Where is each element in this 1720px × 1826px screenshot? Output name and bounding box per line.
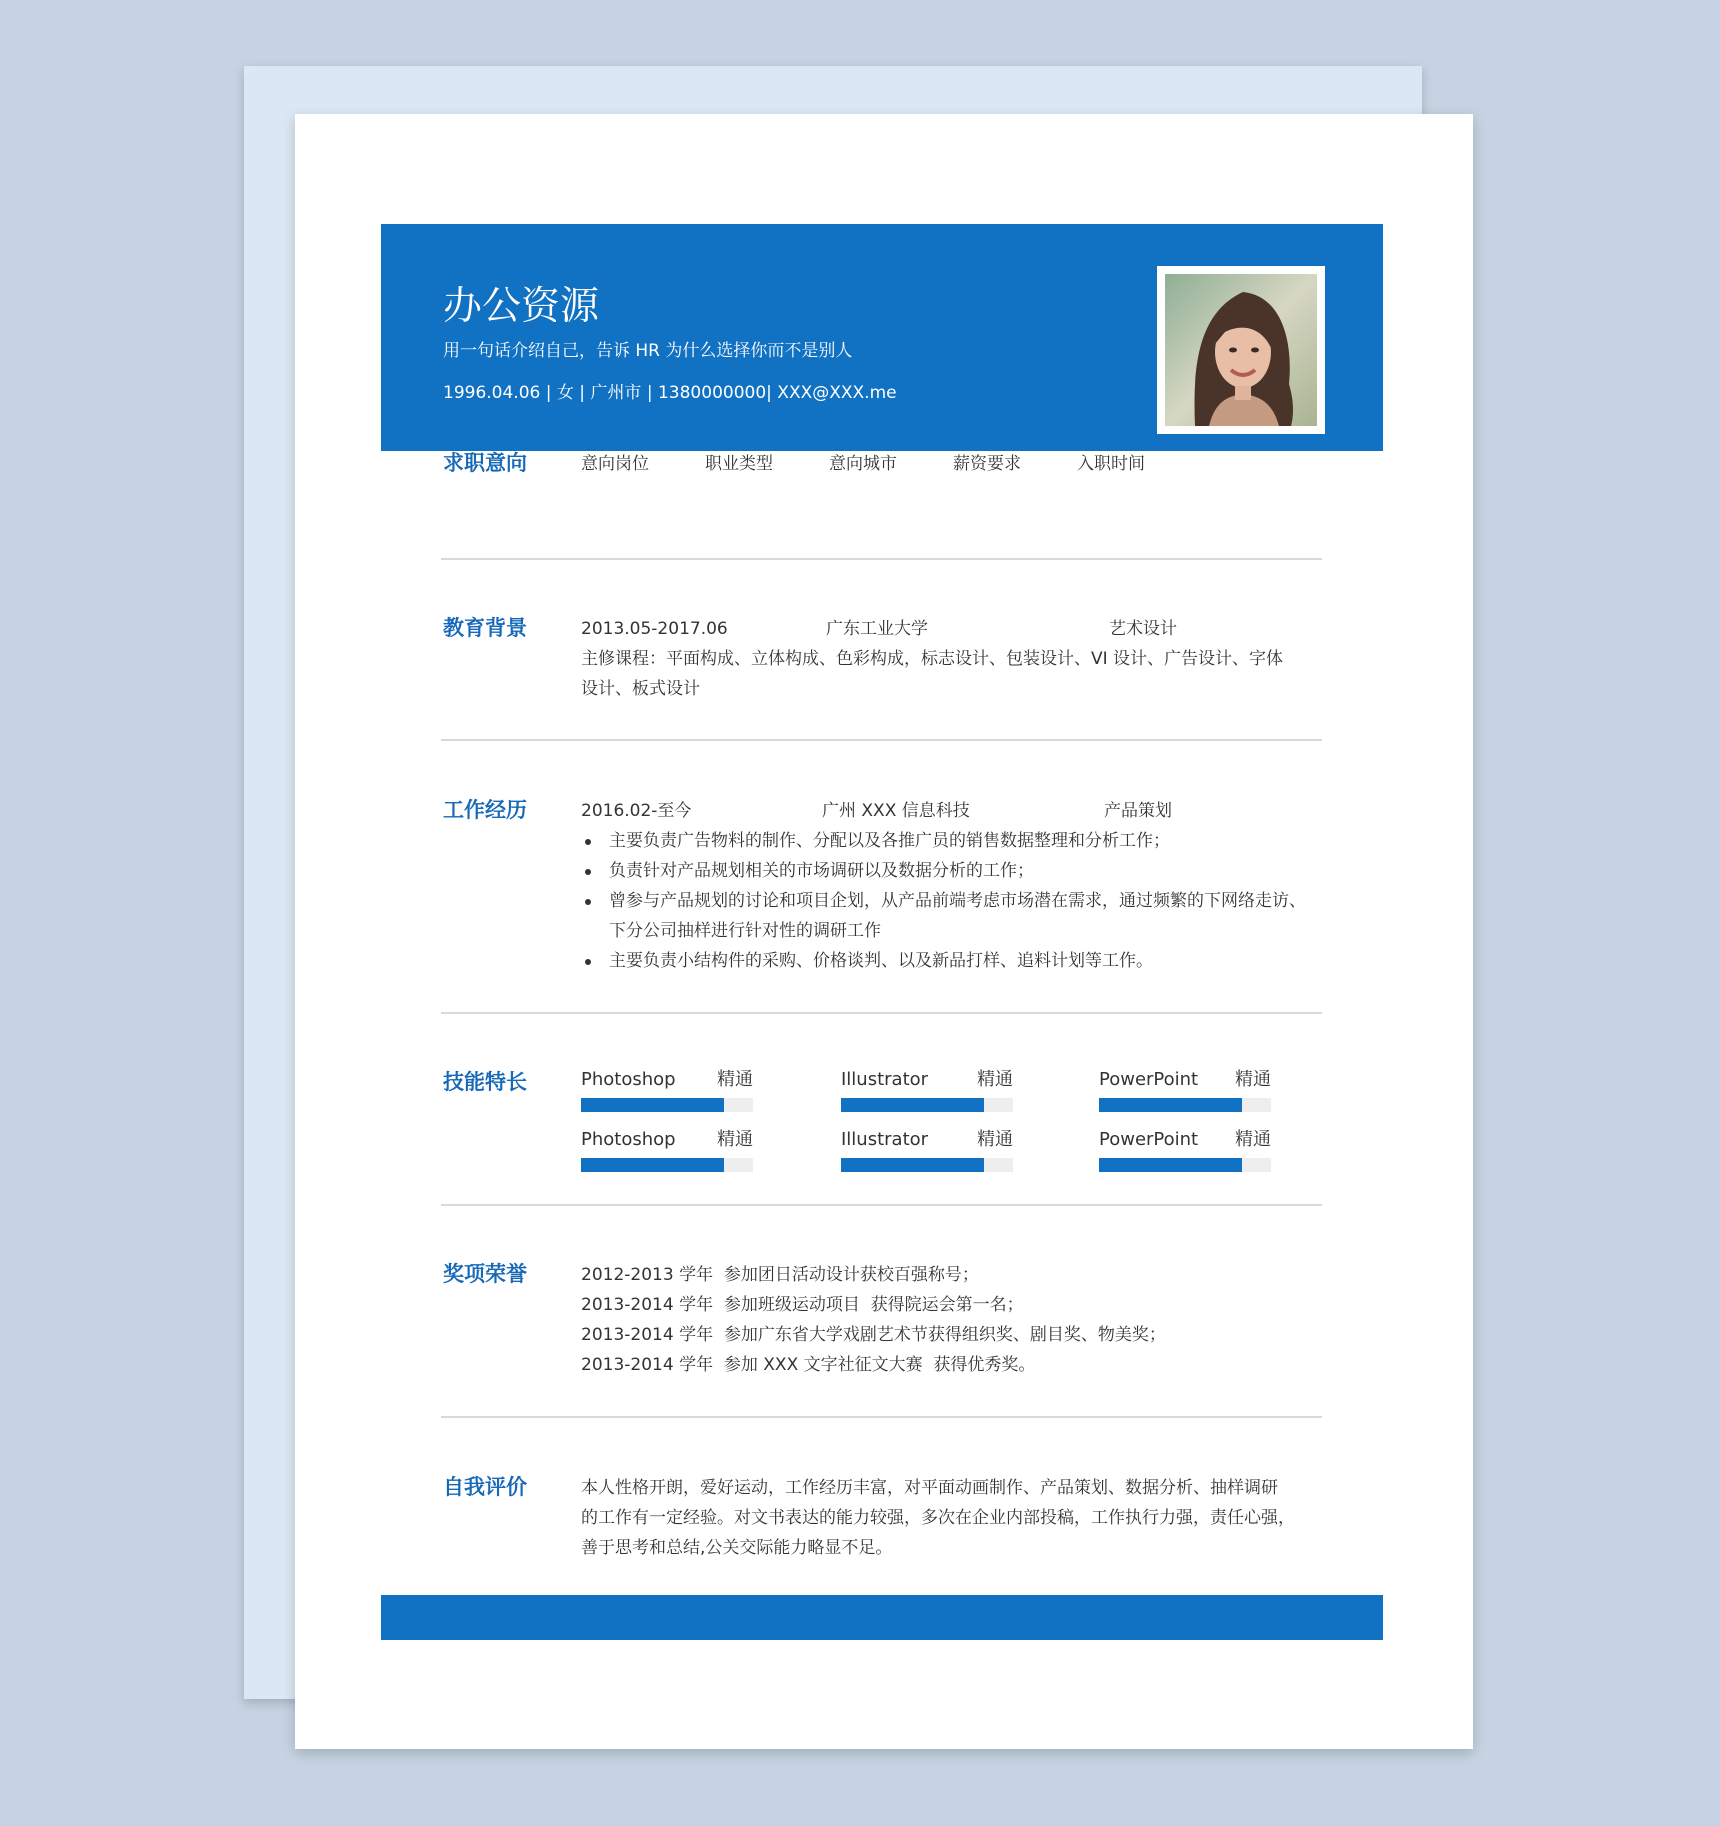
section-skills — [381, 1068, 1383, 1188]
divider — [441, 1416, 1322, 1418]
work-duties — [581, 826, 1321, 976]
divider — [441, 1012, 1322, 1014]
skill-bar-fill — [581, 1158, 724, 1172]
section-title: 教育背景 — [443, 616, 527, 640]
awards-list — [581, 1260, 1321, 1380]
skill-bar — [841, 1098, 1013, 1112]
courses-line: 设计、板式设计 — [581, 679, 700, 699]
work-row — [581, 796, 1321, 826]
resume — [381, 224, 1383, 1640]
skill-name: PowerPoint — [1099, 1129, 1199, 1150]
text-line: 的工作有一定经验。对文书表达的能力较强，多次在企业内部投稿，工作执行力强，责任心强， — [581, 1508, 1295, 1528]
skill-bar-fill — [1099, 1098, 1242, 1112]
skill-bar — [581, 1158, 753, 1172]
phone: 1380000000 — [657, 383, 767, 403]
intent-start-date: 入职时间 — [1077, 454, 1145, 474]
major: 艺术设计 — [1109, 619, 1177, 639]
text-line: 本人性格开朗，爱好运动，工作经历丰富，对平面动画制作、产品策划、数据分析、抽样调研 — [581, 1478, 1278, 1498]
skill-name: PowerPoint — [1099, 1069, 1199, 1090]
skill-bar-fill — [841, 1098, 984, 1112]
skill-item — [841, 1068, 1013, 1118]
section-work — [381, 796, 1383, 986]
separator: | — [641, 383, 658, 403]
skill-item — [1099, 1068, 1271, 1118]
intent-job-type: 职业类型 — [705, 454, 773, 474]
resume-sheet — [295, 114, 1473, 1749]
birth-date: 1996.04.06 — [443, 383, 541, 403]
contact-info — [443, 382, 897, 404]
section-title: 自我评价 — [443, 1475, 527, 1499]
skill-item — [1099, 1128, 1271, 1178]
list-item: 曾参与产品规划的讨论和项目企划，从产品前端考虑市场潜在需求，通过频繁的下网络走访、下分公司抽样进行针对性的调研工作 — [581, 886, 1309, 946]
skill-bar-fill — [841, 1158, 984, 1172]
divider — [441, 739, 1322, 741]
portrait-image — [1165, 274, 1317, 426]
courses-line: 主修课程：平面构成、立体构成、色彩构成，标志设计、包装设计、VI 设计、广告设计、字体 — [581, 649, 1284, 669]
self-evaluation-text — [581, 1473, 1321, 1563]
skill-bar — [1099, 1098, 1271, 1112]
skill-name: Illustrator — [841, 1129, 929, 1150]
skill-bar — [1099, 1158, 1271, 1172]
list-item: 主要负责广告物料的制作、分配以及各推广员的销售数据整理和分析工作； — [581, 826, 1321, 856]
list-item: 2012-2013 学年 参加团日活动设计获校百强称号； — [581, 1265, 979, 1285]
gender: 女 — [556, 383, 574, 403]
list-item: 负责针对产品规划相关的市场调研以及数据分析的工作； — [581, 856, 1321, 886]
job-position: 产品策划 — [1104, 801, 1172, 821]
work-period: 2016.02-至今 — [581, 801, 692, 821]
education-period: 2013.05-2017.06 — [581, 619, 728, 639]
skill-level: 精通 — [977, 1069, 1013, 1090]
email: XXX@XXX.me — [777, 383, 897, 403]
separator: | — [573, 383, 591, 403]
skill-bar-fill — [1099, 1158, 1242, 1172]
skill-bar — [581, 1098, 753, 1112]
list-item: 2013-2014 学年 参加 XXX 文字社征文大赛 获得优秀奖。 — [581, 1355, 1036, 1375]
company-name: 广州 XXX 信息科技 — [822, 801, 970, 821]
profile-photo — [1165, 274, 1317, 426]
education-row — [581, 614, 1321, 644]
job-intent-list — [581, 449, 1321, 479]
skill-bar — [841, 1158, 1013, 1172]
skill-bar-fill — [581, 1098, 724, 1112]
section-title: 技能特长 — [443, 1070, 527, 1094]
skill-name: Photoshop — [581, 1069, 676, 1090]
section-education — [381, 614, 1383, 724]
list-item: 主要负责小结构件的采购、价格谈判、以及新品打样、追料计划等工作。 — [581, 946, 1321, 976]
school-name: 广东工业大学 — [826, 619, 928, 639]
skill-item — [841, 1128, 1013, 1178]
skill-name: Illustrator — [841, 1069, 929, 1090]
separator: | — [540, 383, 557, 403]
section-title: 求职意向 — [443, 451, 527, 475]
separator: | — [766, 383, 778, 403]
section-title: 工作经历 — [443, 798, 527, 822]
list-item: 2013-2014 学年 参加班级运动项目 获得院运会第一名； — [581, 1295, 1024, 1315]
city: 广州市 — [590, 383, 642, 403]
skill-item — [581, 1128, 753, 1178]
photo-frame — [1157, 266, 1325, 434]
skill-level: 精通 — [717, 1069, 753, 1090]
section-self-evaluation — [381, 1473, 1383, 1573]
work-body — [581, 796, 1321, 976]
text-line: 善于思考和总结,公关交际能力略显不足。 — [581, 1538, 893, 1558]
section-job-intent — [381, 449, 1383, 519]
section-title: 奖项荣誉 — [443, 1262, 527, 1286]
education-body — [581, 614, 1321, 704]
skill-name: Photoshop — [581, 1129, 676, 1150]
skill-level: 精通 — [1235, 1129, 1271, 1150]
list-item: 2013-2014 学年 参加广东省大学戏剧艺术节获得组织奖、剧目奖、物美奖； — [581, 1325, 1166, 1345]
footer-bar — [381, 1595, 1383, 1640]
intent-salary: 薪资要求 — [953, 454, 1021, 474]
skills-grid — [581, 1068, 1321, 1178]
skill-level: 精通 — [1235, 1069, 1271, 1090]
divider — [441, 1204, 1322, 1206]
resume-header — [381, 224, 1383, 451]
tagline: 用一句话介绍自己，告诉 HR 为什么选择你而不是别人 — [443, 341, 853, 361]
skill-level: 精通 — [717, 1129, 753, 1150]
skill-level: 精通 — [977, 1129, 1013, 1150]
intent-city: 意向城市 — [829, 454, 897, 474]
person-name: 办公资源 — [443, 284, 600, 329]
intent-position: 意向岗位 — [581, 454, 649, 474]
section-awards — [381, 1260, 1383, 1390]
skill-item — [581, 1068, 753, 1118]
divider — [441, 558, 1322, 560]
